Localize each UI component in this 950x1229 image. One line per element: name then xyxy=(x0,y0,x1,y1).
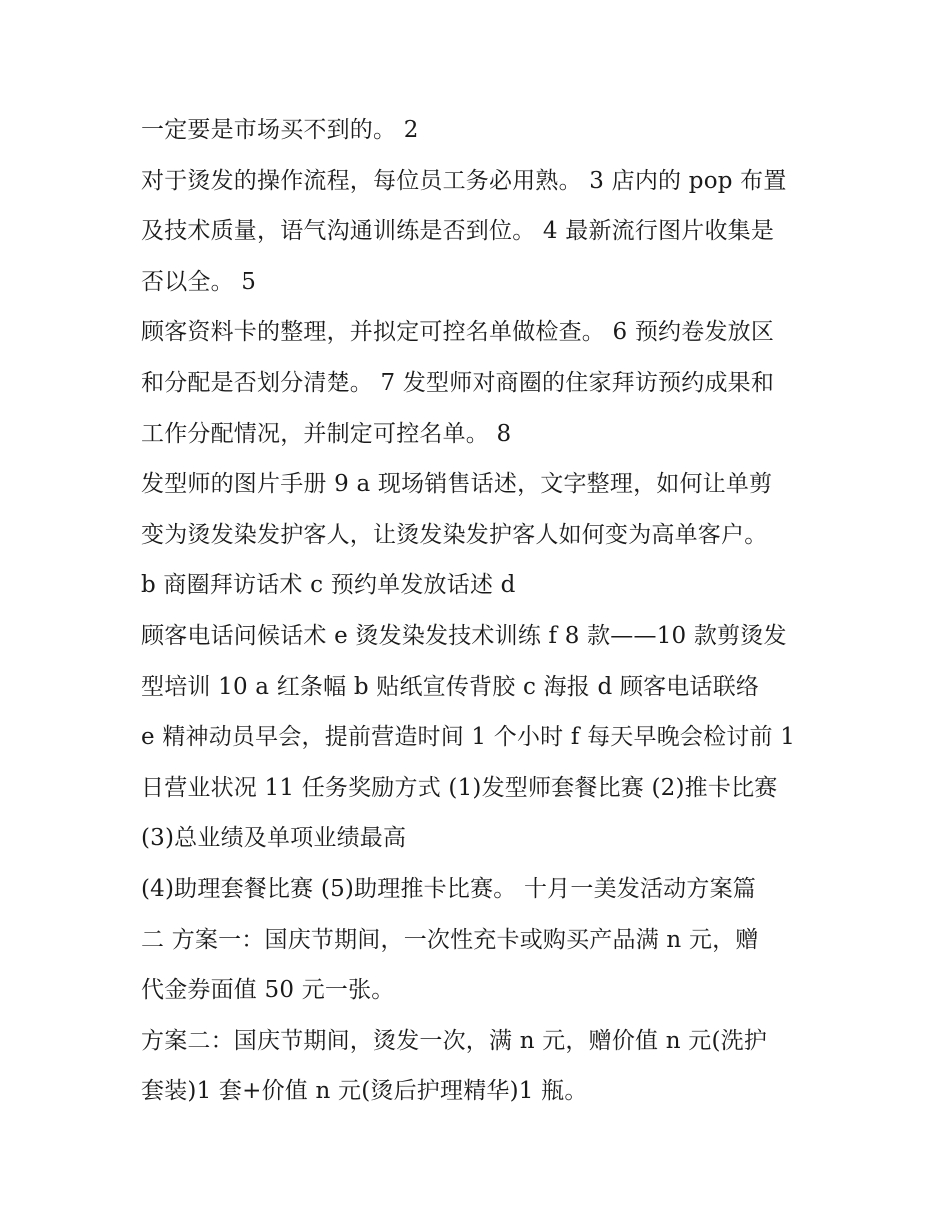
text-line: 否以全。 5 xyxy=(141,268,257,295)
text-line: 和分配是否划分清楚。 7 发型师对商圈的住家拜访预约成果和 xyxy=(141,369,775,396)
document-body xyxy=(141,111,821,1123)
text-line: 套装)1 套+价值 n 元(烫后护理精华)1 瓶。 xyxy=(141,1078,588,1105)
text-line: 一定要是市场买不到的。 2 xyxy=(141,117,419,143)
text-line: 日营业状况 11 任务奖励方式 (1)发型师套餐比赛 (2)推卡比赛 xyxy=(141,774,778,801)
text-line: 代金券面值 50 元一张。 xyxy=(141,977,395,1004)
text-line: 二 方案一：国庆节期间，一次性充卡或购买产品满 n 元，赠 xyxy=(141,926,759,953)
text-line: e 精神动员早会，提前营造时间 1 个小时 f 每天早晚会检讨前 1 xyxy=(141,724,796,751)
text-line: 工作分配情况，并制定可控名单。 8 xyxy=(141,420,512,447)
text-line: 型培训 10 a 红条幅 b 贴纸宣传背胶 c 海报 d 顾客电话联络 xyxy=(141,673,760,700)
text-line: 顾客资料卡的整理，并拟定可控名单做检查。 6 预约卷发放区 xyxy=(141,319,775,346)
text-line: 顾客电话问候话术 e 烫发染发技术训练 f 8 款——10 款剪烫发 xyxy=(141,622,787,649)
text-line: 及技术质量，语气沟通训练是否到位。 4 最新流行图片收集是 xyxy=(141,218,775,245)
text-line: 变为烫发染发护客人，让烫发染发护客人如何变为高单客户。 xyxy=(141,521,768,548)
text-line: (3)总业绩及单项业绩最高 xyxy=(141,825,407,852)
text-line: 方案二：国庆节期间，烫发一次，满 n 元，赠价值 n 元(洗护 xyxy=(141,1027,768,1054)
text-line: (4)助理套餐比赛 (5)助理推卡比赛。 十月一美发活动方案篇 xyxy=(141,875,756,902)
text-line: 对于烫发的操作流程，每位员工务必用熟。 3 店内的 pop 布置 xyxy=(141,167,787,194)
text-line: 发型师的图片手册 9 a 现场销售话述，文字整理，如何让单剪 xyxy=(141,471,773,498)
text-line: b 商圈拜访话术 c 预约单发放话述 d xyxy=(141,572,516,599)
